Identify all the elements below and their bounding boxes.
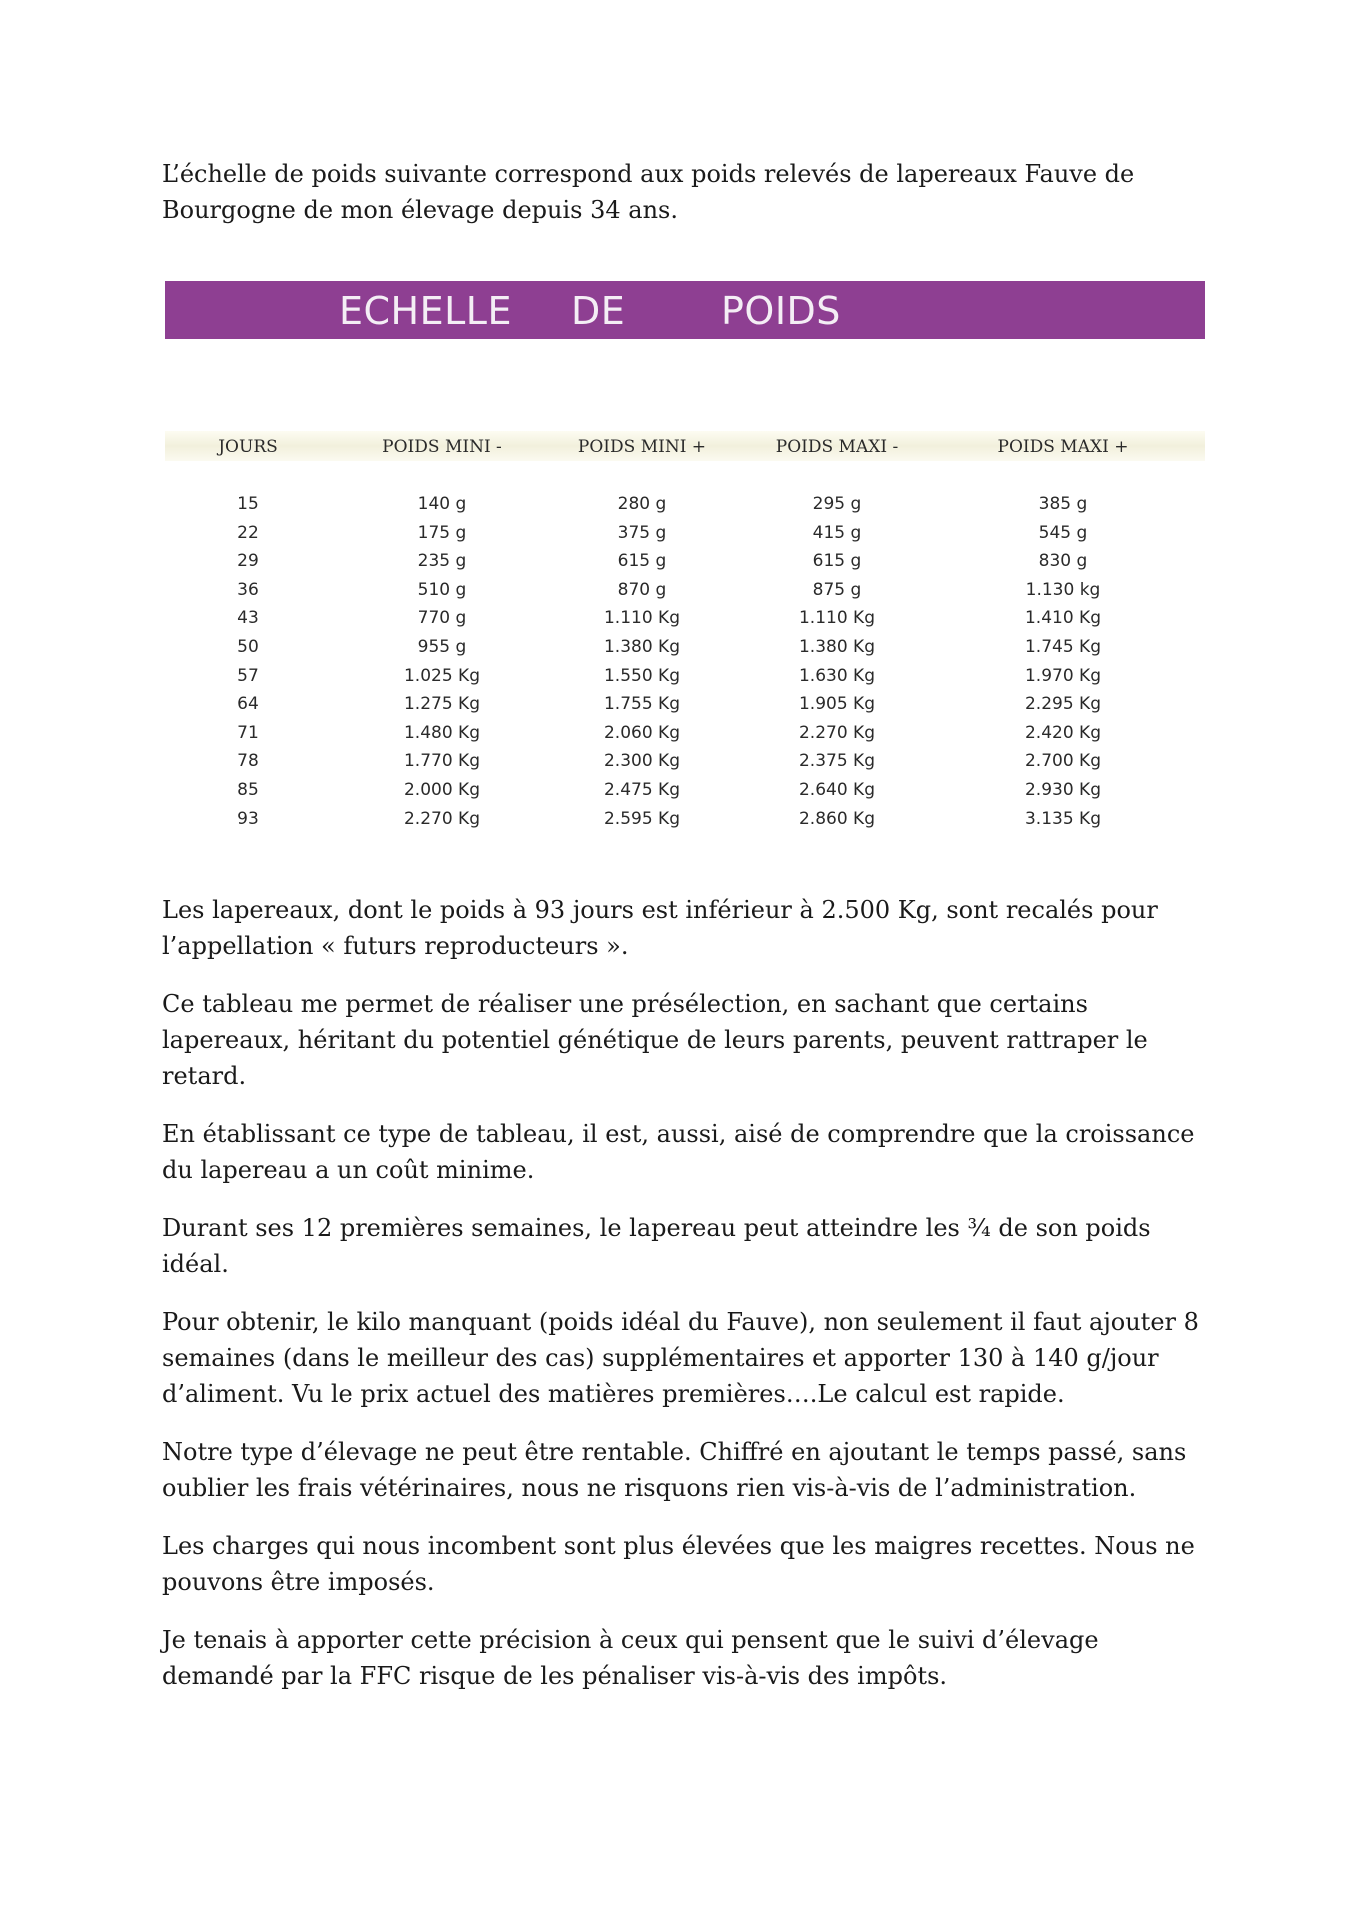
banner-word-de: DE: [571, 289, 626, 333]
table-cell: 1.770 Kg: [403, 751, 480, 772]
table-cell: 545 g: [1038, 522, 1088, 543]
header-poids-mini-minus: POIDS MINI -: [382, 437, 502, 457]
table-header: [165, 431, 1205, 461]
table-cell: 385 g: [1038, 494, 1088, 514]
table-cell: 615 g: [812, 551, 862, 572]
table-cell: 870 g: [617, 579, 667, 600]
table-cell: 1.745 Kg: [1024, 636, 1101, 657]
table-cell: 2.595 Kg: [603, 808, 680, 829]
table-row: [0, 520, 1359, 549]
table-cell: 2.930 Kg: [1024, 779, 1101, 800]
table-cell: 510 g: [417, 579, 467, 600]
table-cell: 2.060 Kg: [603, 722, 680, 743]
table-cell: 22: [237, 522, 259, 543]
table-cell: 295 g: [812, 494, 862, 514]
table-cell: 36: [237, 579, 259, 600]
table-cell: 3.135 Kg: [1024, 808, 1101, 829]
intro-paragraph: L’échelle de poids suivante correspond aux poids relevés de lapereaux Fauve de Bourgogne de mon élevage depuis 34 ans.: [162, 160, 1135, 224]
table-cell: 57: [237, 665, 259, 686]
table-row: [0, 663, 1359, 692]
table-cell: 29: [237, 551, 259, 572]
table-cell: 2.000 Kg: [403, 779, 480, 800]
header-jours: JOURS: [218, 437, 278, 457]
table-cell: 78: [237, 751, 259, 772]
table-cell: 830 g: [1038, 551, 1088, 572]
table-cell: 770 g: [417, 608, 467, 629]
table-cell: 2.860 Kg: [798, 808, 875, 829]
table-cell: 2.420 Kg: [1024, 722, 1101, 743]
table-row: [0, 720, 1359, 749]
body-paragraph: Les lapereaux, dont le poids à 93 jours est inférieur à 2.500 Kg, sont recalés pour l’appellation « futurs reproducteurs ».: [162, 896, 1158, 960]
banner-word-echelle: ECHELLE: [339, 289, 512, 333]
table-cell: 235 g: [417, 551, 467, 572]
table-cell: 2.700 Kg: [1024, 751, 1101, 772]
table-cell: 1.480 Kg: [403, 722, 480, 743]
table-cell: 1.380 Kg: [603, 636, 680, 657]
table-cell: 1.970 Kg: [1024, 665, 1101, 686]
table-cell: 1.410 Kg: [1024, 608, 1101, 629]
table-cell: 1.275 Kg: [403, 694, 480, 715]
body-paragraph: En établissant ce type de tableau, il est, aussi, aisé de comprendre que la croissance du lapereau a un coût minime.: [162, 1120, 1195, 1184]
table-cell: 93: [237, 808, 259, 829]
table-cell: 2.270 Kg: [798, 722, 875, 743]
table-cell: 43: [237, 608, 259, 629]
body-paragraph: Je tenais à apporter cette précision à ceux qui pensent que le suivi d’élevage demandé par la FFC risque de les pénaliser vis-à-vis des impôts.: [162, 1626, 1099, 1690]
table-cell: 875 g: [812, 579, 862, 600]
table-cell: 50: [237, 636, 259, 657]
table-cell: 2.295 Kg: [1024, 694, 1101, 715]
table-cell: 64: [237, 694, 259, 715]
table-row: [0, 691, 1359, 720]
table-cell: 1.630 Kg: [798, 665, 875, 686]
table-cell: 955 g: [417, 636, 467, 657]
table-row: [0, 806, 1359, 835]
body-paragraph: Notre type d’élevage ne peut être rentable. Chiffré en ajoutant le temps passé, sans oublier les frais vétérinaires, nous ne risquons rien vis-à-vis de l’administration.: [162, 1438, 1187, 1502]
body-paragraph: Pour obtenir, le kilo manquant (poids idéal du Fauve), non seulement il faut ajouter 8 semaines (dans le meilleur des cas) supplémentaires et apporter 130 à 140 g/jour d’aliment. Vu le prix actuel des matières premières….Le calcul est rapide.: [162, 1308, 1199, 1408]
body-paragraph: Ce tableau me permet de réaliser une présélection, en sachant que certains lapereaux, héritant du potentiel génétique de leurs parents, peuvent rattraper le retard.: [162, 990, 1148, 1090]
table-row: [0, 605, 1359, 634]
header-poids-mini-plus: POIDS MINI +: [577, 437, 707, 457]
table-cell: 280 g: [617, 494, 667, 514]
body-paragraph: Les charges qui nous incombent sont plus élevées que les maigres recettes. Nous ne pouvons être imposés.: [162, 1532, 1195, 1596]
body-paragraph: Durant ses 12 premières semaines, le lapereau peut atteindre les ¾ de son poids idéal.: [162, 1214, 1151, 1278]
table-cell: 15: [237, 494, 259, 514]
header-poids-maxi-plus: POIDS MAXI +: [997, 437, 1129, 457]
table-row: [0, 491, 1359, 520]
body-text: [162, 892, 1212, 1716]
table-cell: 615 g: [617, 551, 667, 572]
table-cell: 2.475 Kg: [603, 779, 680, 800]
weight-scale-banner: [165, 281, 1205, 339]
table-cell: 85: [237, 779, 259, 800]
table-cell: 2.375 Kg: [798, 751, 875, 772]
table-cell: 71: [237, 722, 259, 743]
table-cell: 1.025 Kg: [403, 665, 480, 686]
table-cell: 2.640 Kg: [798, 779, 875, 800]
table-row: [0, 577, 1359, 606]
table-cell: 175 g: [417, 522, 467, 543]
table-row: [0, 748, 1359, 777]
table-cell: 1.380 Kg: [798, 636, 875, 657]
table-row: [0, 548, 1359, 577]
table-cell: 2.270 Kg: [403, 808, 480, 829]
table-cell: 415 g: [812, 522, 862, 543]
table-cell: 1.905 Kg: [798, 694, 875, 715]
table-cell: 140 g: [417, 494, 467, 514]
header-poids-maxi-minus: POIDS MAXI -: [775, 437, 899, 457]
table-cell: 1.755 Kg: [603, 694, 680, 715]
table-cell: 1.110 Kg: [603, 608, 680, 629]
table-row: [0, 777, 1359, 806]
table-row: [0, 634, 1359, 663]
table-cell: 1.110 Kg: [798, 608, 875, 629]
weight-table-body: [0, 491, 1359, 834]
banner-word-poids: POIDS: [721, 289, 841, 333]
table-cell: 1.550 Kg: [603, 665, 680, 686]
table-cell: 375 g: [617, 522, 667, 543]
table-cell: 1.130 kg: [1025, 579, 1101, 600]
table-cell: 2.300 Kg: [603, 751, 680, 772]
